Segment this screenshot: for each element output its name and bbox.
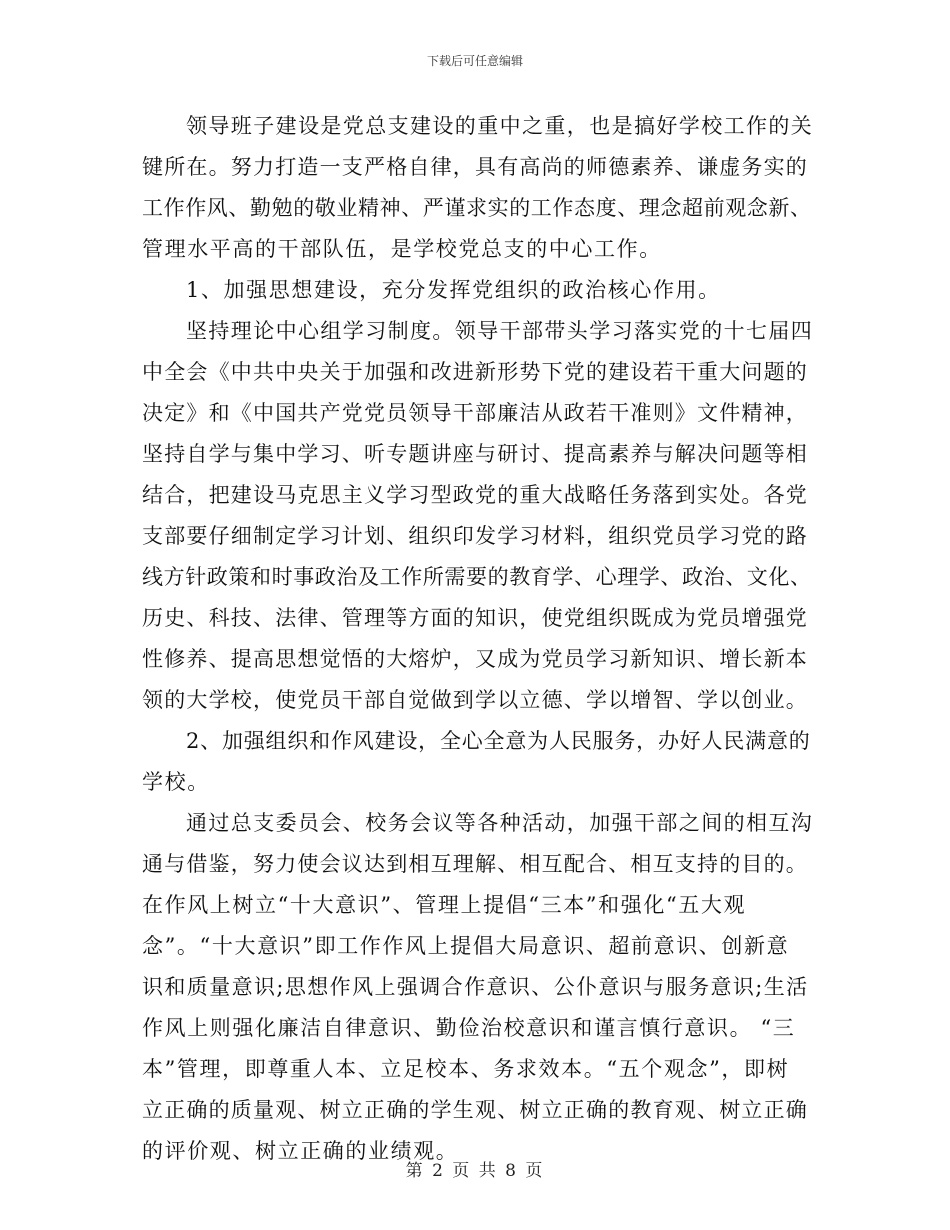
- text-line: 支部要仔细制定学习计划、组织印发学习材料，组织党员学习党的路: [142, 524, 808, 548]
- text-line: 结合，把建设马克思主义学习型政党的重大战略任务落到实处。各党: [142, 483, 808, 507]
- page-footer: 第 2 页 共 8 页: [405, 1161, 545, 1181]
- text-line: 念”。“十大意识”即工作作风上提倡大局意识、超前意识、创新意: [142, 934, 790, 958]
- text-line: 通与借鉴，努力使会议达到相互理解、相互配合、相互支持的目的。: [142, 852, 808, 876]
- text-line: 键所在。努力打造一支严格自律，具有高尚的师德素养、谦虚务实的: [142, 155, 808, 179]
- document-body: [142, 106, 812, 1172]
- page-header: 下载后可任意编辑: [426, 54, 523, 68]
- text-line: 坚持理论中心组学习制度。领导干部带头学习落实党的十七届四: [186, 319, 814, 343]
- text-line: 的评价观、树立正确的业绩观。: [142, 1139, 459, 1163]
- text-line: 工作作风、勤勉的敬业精神、严谨求实的工作态度、理念超前观念新、: [142, 196, 812, 220]
- text-line: 学校。: [142, 770, 210, 794]
- text-line: 管理水平高的干部队伍，是学校党总支的中心工作。: [142, 237, 662, 261]
- text-line: 线方针政策和时事政治及工作所需要的教育学、心理学、政治、文化、: [142, 565, 812, 589]
- text-line: 历史、科技、法律、管理等方面的知识，使党组织既成为党员增强党: [142, 606, 808, 630]
- text-line: 决定》和《中国共产党党员领导干部廉洁从政若干准则》文件精神，: [142, 401, 808, 425]
- text-line: 本”管理，即尊重人本、立足校本、务求效本。“五个观念”，即树: [142, 1057, 790, 1081]
- text-line: 坚持自学与集中学习、听专题讲座与研讨、提高素养与解决问题等相: [142, 442, 808, 466]
- text-line: 作风上则强化廉洁自律意识、勤俭治校意识和谨言慎行意识。 “三: [142, 1016, 796, 1040]
- text-line: 识和质量意识;思想作风上强调合作意识、公仆意识与服务意识;生活: [142, 975, 809, 999]
- text-line: 立正确的质量观、树立正确的学生观、树立正确的教育观、树立正确: [142, 1098, 808, 1122]
- text-line: 领的大学校，使党员干部自觉做到学以立德、学以增智、学以创业。: [142, 688, 808, 712]
- section-heading-1: 1、加强思想建设，充分发挥党组织的政治核心作用。: [186, 278, 721, 302]
- text-line: 中全会《中共中央关于加强和改进新形势下党的建设若干重大问题的: [142, 360, 808, 384]
- text-line: 领导班子建设是党总支建设的重中之重，也是搞好学校工作的关: [186, 114, 814, 138]
- text-line: 通过总支委员会、校务会议等各种活动，加强干部之间的相互沟: [186, 811, 814, 835]
- text-line: 性修养、提高思想觉悟的大熔炉，又成为党员学习新知识、增长新本: [142, 647, 808, 671]
- section-heading-2: 2、加强组织和作风建设，全心全意为人民服务，办好人民满意的: [186, 729, 811, 753]
- text-line: 在作风上树立“十大意识”、管理上提倡“三本”和强化“五大观: [142, 893, 747, 917]
